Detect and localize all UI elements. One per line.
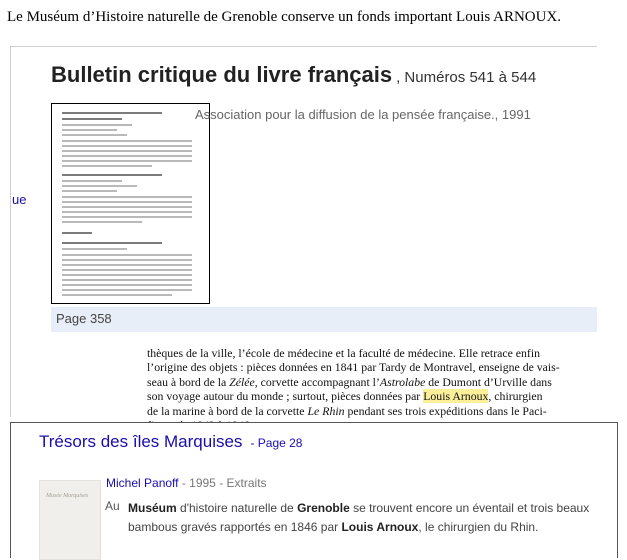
thumbnail-text-line — [62, 248, 127, 250]
page-label[interactable]: Page 358 — [56, 311, 112, 326]
thumbnail-text-line — [62, 264, 192, 266]
thumbnail-text-line — [62, 185, 137, 187]
search-highlight: Louis Arnoux — [423, 389, 489, 404]
thumbnail-text-line — [62, 274, 192, 276]
search-snippet: Muséum d'histoire naturelle de Grenoble se trouvent encore un éventail et trois beaux bambous gravés rapportés en 1846 par Louis Arnoux, le chirurgien du Rhin. — [128, 501, 590, 534]
thumbnail-text-line — [62, 155, 192, 157]
thumbnail-text-line — [62, 124, 132, 126]
thumbnail-text-line — [62, 150, 192, 152]
ship-name: Le Rhin — [307, 403, 345, 418]
thumbnail-text-line — [62, 284, 192, 286]
thumbnail-text-line — [62, 279, 192, 281]
author-link[interactable]: Michel Panoff — [106, 476, 179, 490]
publisher-info: Association pour la diffusion de la pensée française., 1991 — [195, 107, 531, 122]
book-title-link[interactable] — [39, 432, 302, 452]
thumbnail-text-line — [62, 242, 162, 244]
publication-meta: - 1995 - Extraits — [178, 476, 267, 490]
book-subtitle: , Numéros 541 à 544 — [396, 69, 537, 86]
book-cover-thumbnail[interactable] — [39, 480, 101, 560]
thumbnail-text-line — [62, 201, 192, 203]
thumbnail-text-line — [62, 145, 192, 147]
ship-name: Astrolabe — [379, 374, 426, 389]
page-bar — [51, 307, 597, 332]
book-title-text[interactable]: Trésors des îles Marquises — [39, 432, 243, 451]
thumbnail-text-line — [62, 140, 192, 142]
thumbnail-text-line — [62, 160, 192, 162]
thumbnail-text-line — [62, 174, 162, 176]
thumbnail-text-line — [62, 190, 117, 192]
author-line — [106, 476, 267, 490]
thumbnail-text-line — [62, 294, 172, 296]
book-result-bulletin — [10, 46, 597, 417]
thumbnail-text-line — [62, 269, 192, 271]
thumbnail-text-line — [62, 289, 192, 291]
snippet-prefix: Au — [105, 499, 120, 513]
thumbnail-text-line — [62, 196, 192, 198]
thumbnail-text-line — [62, 112, 162, 114]
page-link[interactable]: - Page 28 — [250, 436, 303, 450]
caption-text: Le Muséum d’Histoire naturelle de Grenoble conserve un fonds important Louis ARNOUX. — [7, 9, 562, 25]
thumbnail-text-line — [62, 206, 192, 208]
ship-name: Zélée — [229, 374, 255, 389]
thumbnail-text-line — [62, 254, 192, 256]
thumbnail-text-line — [62, 221, 142, 223]
thumbnail-text-line — [62, 134, 127, 136]
truncated-link[interactable]: ue — [12, 192, 27, 207]
thumbnail-text-line — [62, 211, 192, 213]
thumbnail-text-line — [62, 232, 92, 234]
thumbnail-text-line — [62, 180, 122, 182]
thumbnail-text-line — [62, 118, 122, 120]
book-title[interactable] — [51, 62, 536, 88]
thumbnail-text-line — [62, 165, 152, 167]
cover-title: Musée Marquises — [46, 493, 89, 499]
excerpt-line: de la marine à bord de la corvette Le Rhin pendant ses trois expéditions dans le Paci- — [147, 403, 547, 418]
excerpt-line: seau à bord de la Zélée, corvette accompagnant l’Astrolabe de Dumont d’Urville dans — [147, 374, 552, 389]
thumbnail-text-line — [62, 216, 192, 218]
thumbnail-text-line — [62, 259, 192, 261]
excerpt-line: thèques de la ville, l’école de médecine et la faculté de médecine. Elle retrace enfin — [147, 346, 541, 360]
excerpt-text — [147, 346, 593, 432]
excerpt-line: son voyage autour du monde ; surtout, pièces données par Louis Arnoux, chirurgien — [147, 389, 543, 404]
book-result-tresors — [10, 422, 618, 558]
excerpt-line: l’origine des objets : pièces données en 1841 par Tardy de Montravel, enseigne de vais- — [147, 360, 560, 375]
book-title-text[interactable]: Bulletin critique du livre français — [51, 62, 393, 87]
page-thumbnail[interactable] — [51, 103, 210, 304]
thumbnail-text-line — [62, 129, 117, 131]
